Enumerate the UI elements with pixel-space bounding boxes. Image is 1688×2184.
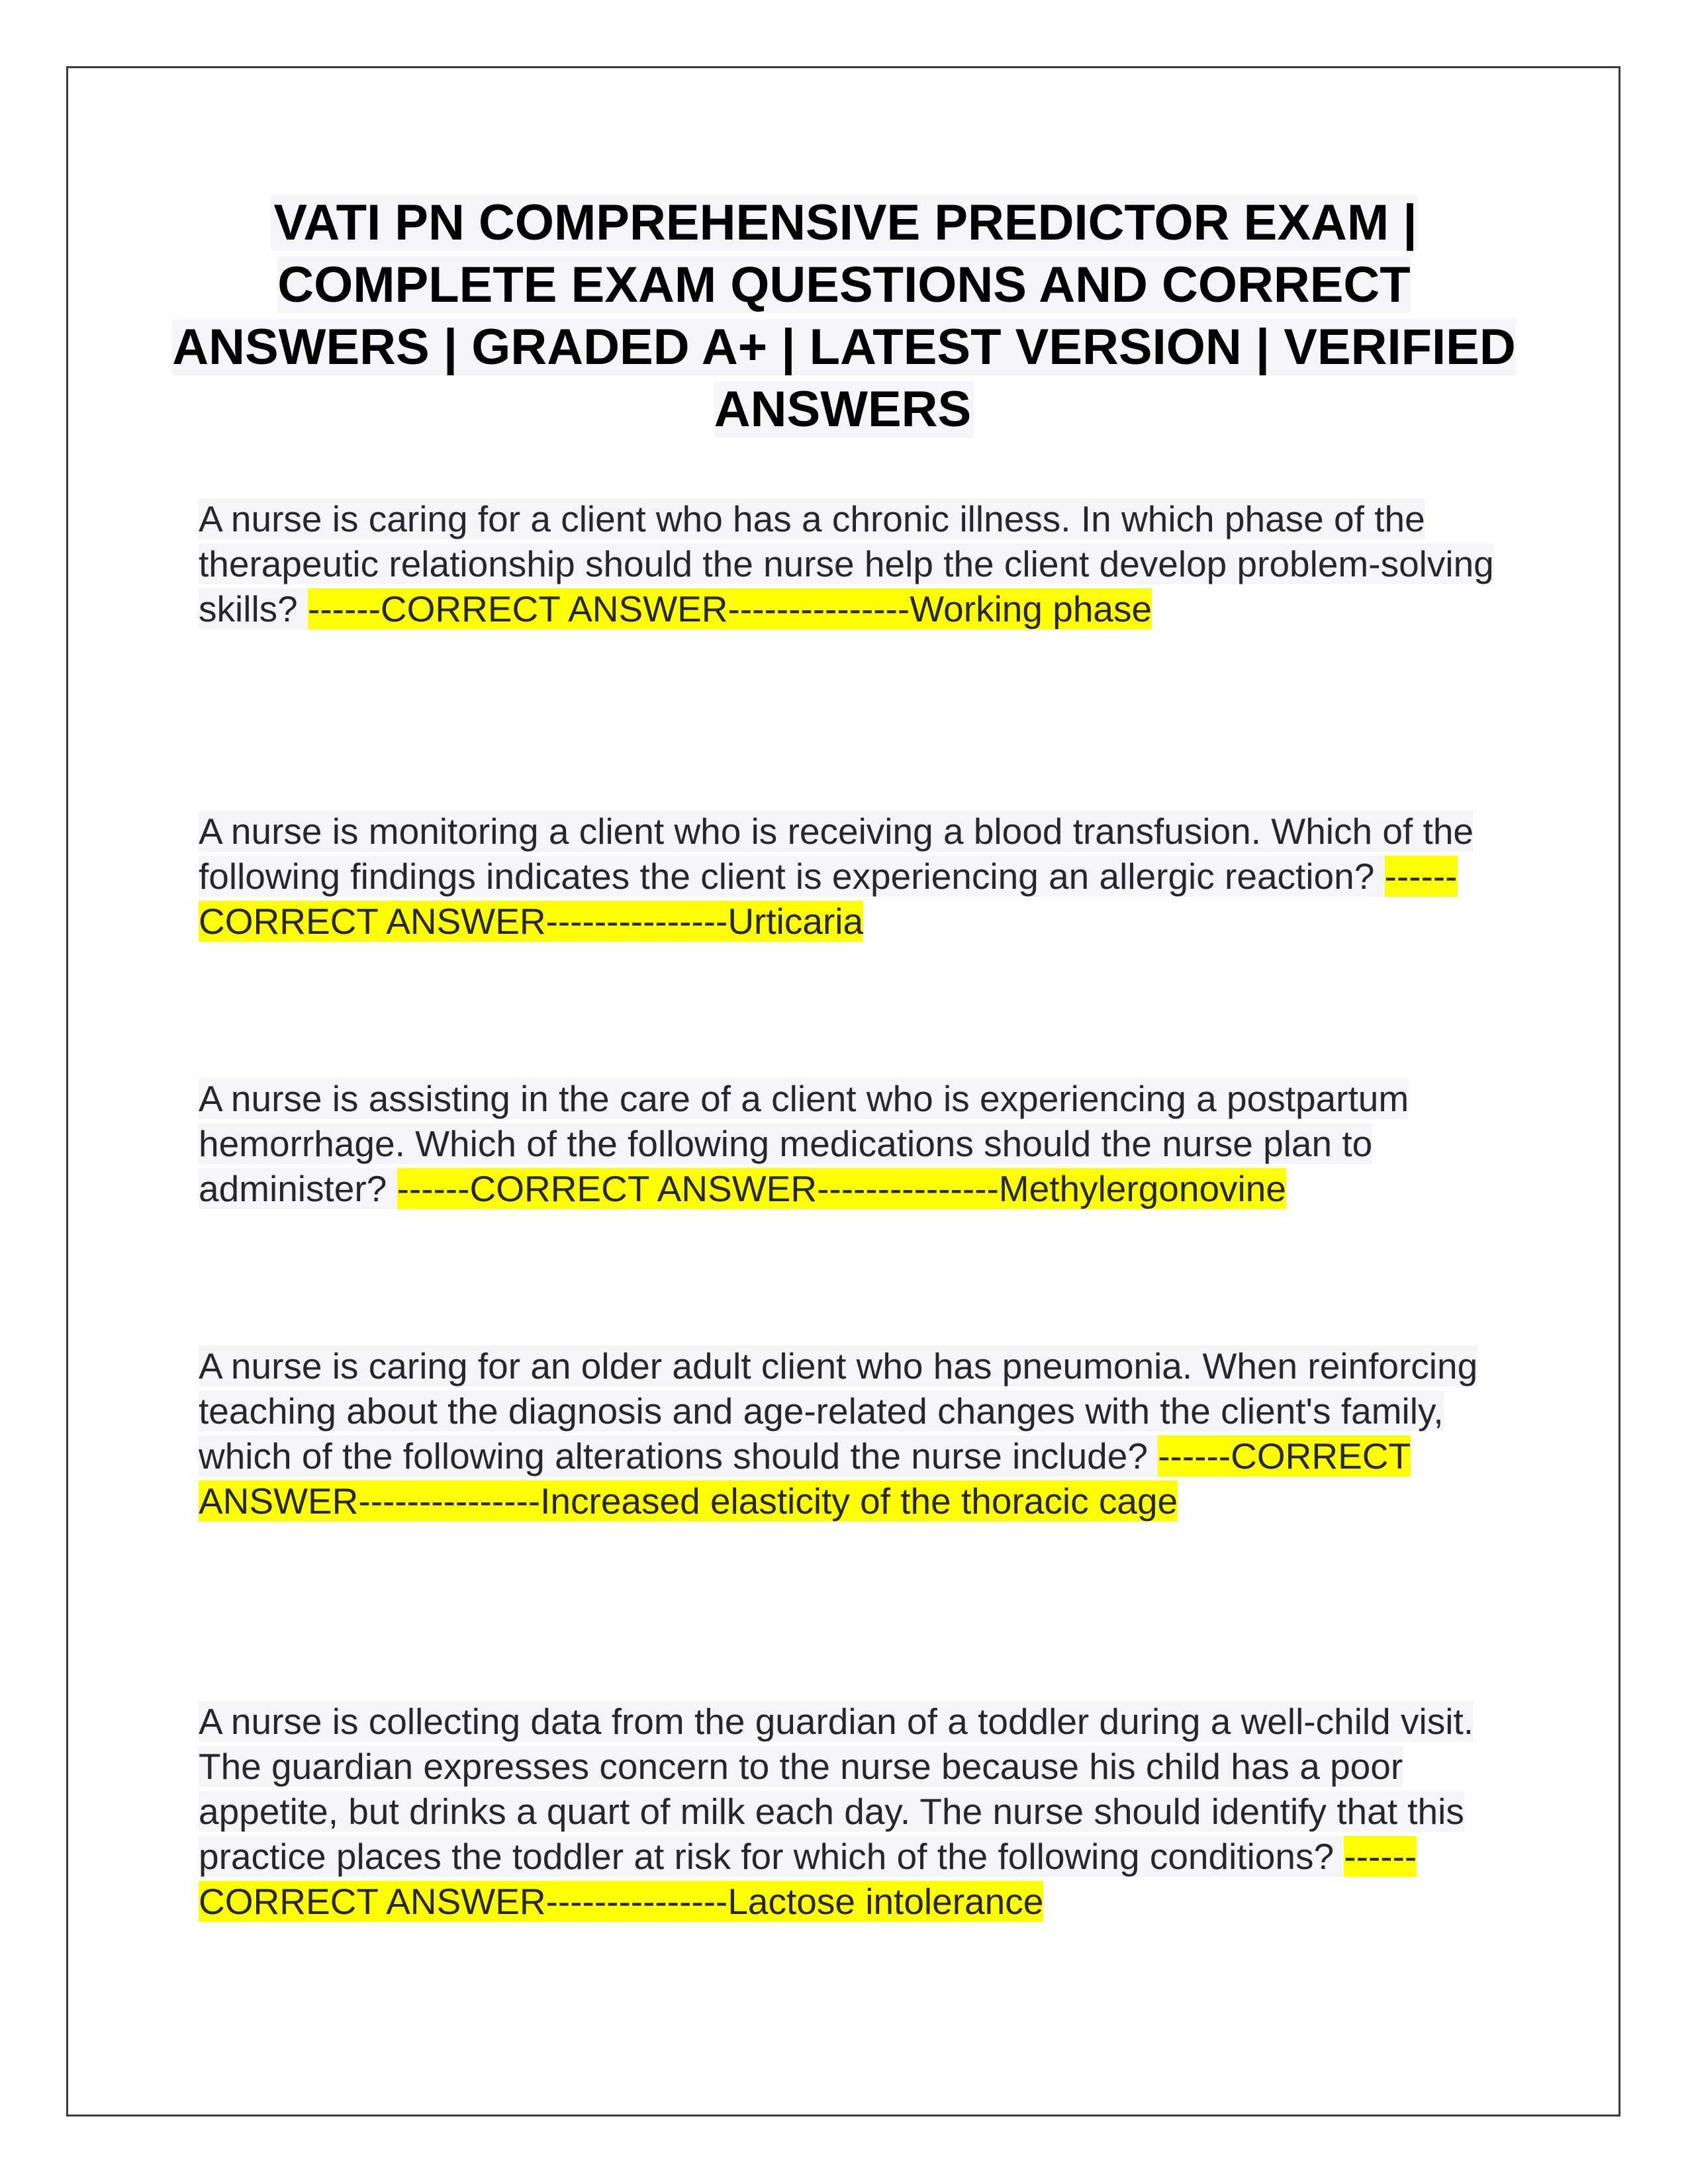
question-text: A nurse is assisting in the care of a client who is experiencing a postpartum hemorrhage. Which of the following medications should the nurse plan to administer? — [199, 1078, 1409, 1209]
qa-item — [199, 496, 1496, 631]
document-title — [165, 192, 1523, 441]
correct-answer: ------CORRECT ANSWER---------------Increased elasticity of the thoracic cage — [199, 1435, 1411, 1522]
question-text: A nurse is caring for a client who has a chronic illness. In which phase of the therapeutic relationship should the nurse help the client develop problem-solving skills? — [199, 498, 1494, 629]
qa-item — [199, 1699, 1496, 1924]
question-text: A nurse is caring for an older adult client who has pneumonia. When reinforcing teaching about the diagnosis and age-related changes with the client's family, which of the following alterations should the nurse include? — [199, 1345, 1478, 1477]
question-text: A nurse is collecting data from the guardian of a toddler during a well-child visit. The guardian expresses concern to the nurse because his child has a poor appetite, but drinks a quart of milk each day. The nurse should identify that this practice places the toddler at risk for which of the following conditions? — [199, 1701, 1474, 1877]
correct-answer: ------CORRECT ANSWER---------------Urticaria — [199, 856, 1458, 942]
qa-item — [199, 809, 1496, 944]
question-text: A nurse is monitoring a client who is receiving a blood transfusion. Which of the following findings indicates the client is experiencing an allergic reaction? — [199, 811, 1474, 897]
qa-item — [199, 1343, 1496, 1524]
correct-answer: ------CORRECT ANSWER---------------Lactose intolerance — [199, 1836, 1417, 1922]
correct-answer: ------CORRECT ANSWER---------------Methylergonovine — [397, 1168, 1286, 1209]
correct-answer: ------CORRECT ANSWER---------------Working phase — [308, 588, 1152, 629]
document-title-text: VATI PN COMPREHENSIVE PREDICTOR EXAM | COMPLETE EXAM QUESTIONS AND CORRECT ANSWERS | GRADED A+ | LATEST VERSION | VERIFIED ANSWERS — [172, 195, 1516, 437]
qa-item — [199, 1076, 1496, 1211]
